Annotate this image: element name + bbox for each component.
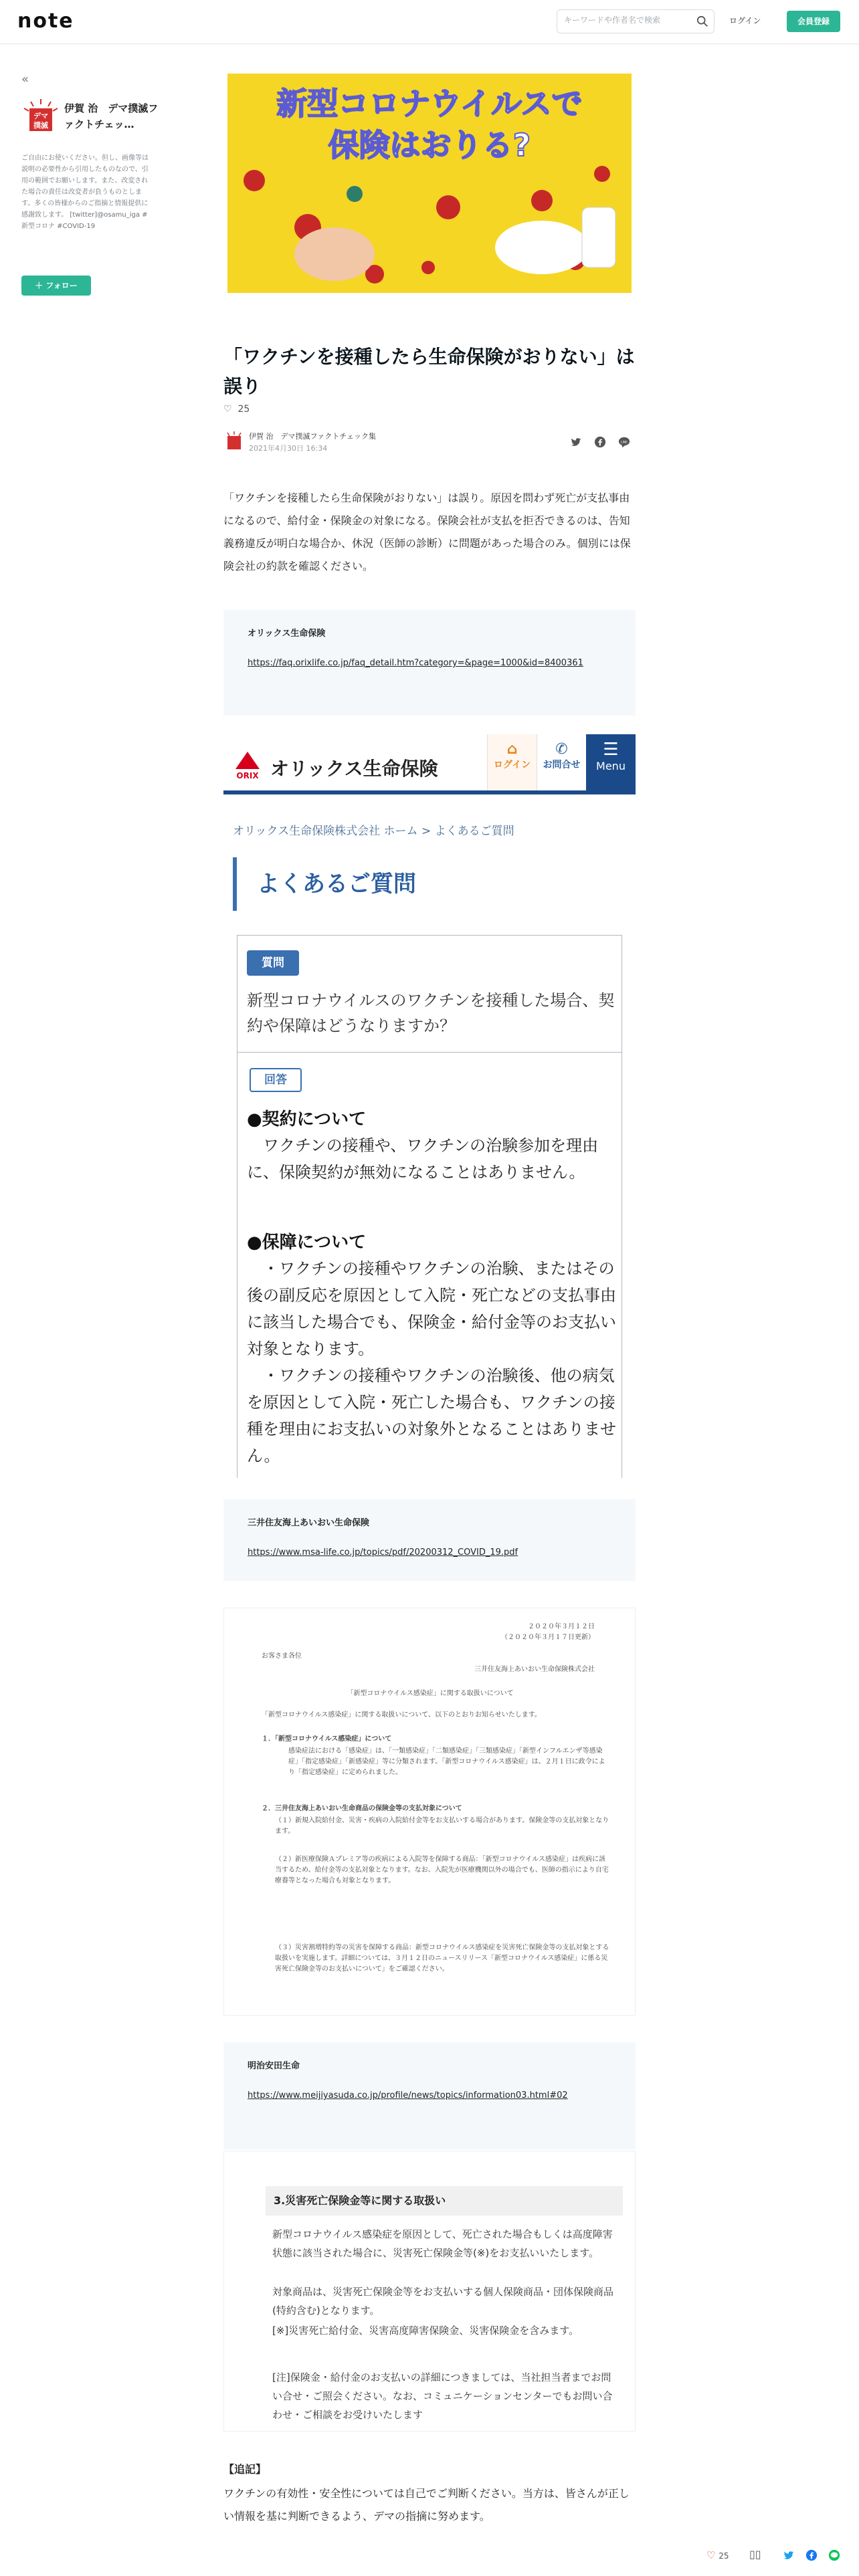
site-header	[0, 0, 859, 44]
collapse-sidebar-icon[interactable]: «	[21, 72, 29, 86]
author-avatar[interactable]	[223, 431, 245, 452]
hero-title-line1: 新型コロナウイルスで	[276, 86, 583, 122]
svg-text:デマ: デマ	[33, 112, 48, 120]
orix-breadcrumb[interactable]: オリックス生命保険株式会社 ホーム > よくあるご質問	[233, 825, 514, 838]
answer-text-coverage-2: ・ワクチンの接種やワクチンの治験後、他の病気を原因として入院・死亡した場合も、ワクチンの接種を理由にお支払いの対象外となることはありません。	[247, 1366, 616, 1465]
line-share-icon[interactable]	[828, 2549, 840, 2561]
meiji-note: [注]保険金・給付金のお支払いの詳細につきましては、当社担当者までお問い合せ・ご照会ください。なお、コミュニケーションセンターでもお問い合わせ・ご相談をお受けいたします	[272, 2371, 613, 2421]
doc-section2-title: ２．三井住友海上あいおい生命商品の保険金等の支払対象について	[262, 1805, 462, 1812]
embed-title: 三井住友海上あいおい生命保険	[248, 1518, 370, 1528]
svg-text:LINE: LINE	[620, 441, 628, 445]
doc-sender: 三井住友海上あいおい生命保険株式会社	[474, 1666, 595, 1673]
meiji-paragraph-1: 新型コロナウイルス感染症を原因として、死亡された場合もしくは高度障害状態に該当された場合に、災害死亡保険金等(※)をお支払いいたします。	[272, 2228, 613, 2259]
signup-button[interactable]: 会員登録	[787, 11, 840, 32]
answer-badge: 回答	[250, 1068, 302, 1092]
intro-paragraph: 「ワクチンを接種したら生命保険がおりない」は誤り。原因を問わず死亡が支払事由になるので、給付金・保険金の対象になる。保険会社が支払を拒否できるのは、告知義務違反が明白な場合か、休況（医師の診断）に問題があった場合のみ。個別には保険会社の約款を確認ください。	[223, 492, 631, 572]
heart-icon[interactable]: ♡	[223, 404, 232, 415]
footer-like-count: 25	[719, 2551, 729, 2561]
orix-faq-heading: よくあるご質問	[233, 857, 607, 911]
note-logo[interactable]: note	[17, 9, 74, 33]
article-title: 「ワクチンを接種したら生命保険がおりない」は誤り	[223, 346, 635, 397]
follow-icon: ＋	[35, 281, 46, 290]
facebook-icon[interactable]	[594, 436, 606, 448]
embed-link[interactable]: https://www.msa-life.co.jp/topics/pdf/20200312_COVID_19.pdf	[248, 1547, 518, 1558]
follow-label: フォロー	[45, 281, 78, 290]
meiji-notice-screenshot	[223, 2151, 636, 2432]
embed-card-msa[interactable]	[223, 1499, 636, 1581]
doc-subject: 「新型コロナウイルス感染症」に関する取扱いについて	[347, 1690, 514, 1697]
postscript-heading: 【追記】	[223, 2463, 267, 2476]
search-input[interactable]	[564, 15, 691, 25]
creator-avatar[interactable]	[21, 98, 60, 136]
orix-menu-button[interactable]	[586, 734, 636, 790]
meiji-paragraph-2: 対象商品は、災害死亡保険金等をお支払いする個人保険商品・団体保険商品(特約含む)となります。	[272, 2286, 614, 2317]
follow-button[interactable]	[21, 276, 91, 296]
phone-icon: ✆	[555, 741, 568, 758]
hamburger-icon: ☰	[603, 740, 619, 760]
answer-heading-contract: ●契約について	[247, 1109, 367, 1130]
facebook-share-icon[interactable]	[805, 2549, 818, 2561]
question-text: 新型コロナウイルスのワクチンを接種した場合、契約や保障はどうなりますか？	[247, 991, 615, 1035]
meiji-footnote: [※]災害死亡給付金、災害高度障害保険金、災害保険金を含みます。	[272, 2325, 579, 2337]
lock-icon: ⌂	[506, 741, 518, 758]
orix-contact-label: お問合せ	[543, 760, 581, 770]
orix-login-button[interactable]	[487, 734, 537, 790]
like-count-value: 25	[237, 404, 250, 415]
orix-brand-text: ORIX	[236, 771, 259, 780]
embed-title: 明治安田生命	[248, 2061, 300, 2071]
like-count[interactable]	[223, 404, 250, 415]
embed-link[interactable]: https://faq.orixlife.co.jp/faq_detail.htm?category=&page=1000&id=8400361	[248, 658, 583, 668]
hero-title-line2: 保険はおりる?	[328, 127, 531, 163]
orix-header	[223, 734, 636, 794]
doc-lead: 「新型コロナウイルス感染症」に関する取扱いについて、以下のとおりお知らせいたします。	[262, 1711, 541, 1719]
search-icon[interactable]	[696, 15, 708, 27]
publish-date: 2021年4月30日 16:34	[249, 444, 328, 453]
answer-text-contract: ワクチンの接種や、ワクチンの治験参加を理由に、保険契約が無効になることはありません。	[247, 1136, 599, 1182]
creator-name[interactable]: 伊賀 治 デマ撲滅ファクトチェッ…	[64, 102, 159, 130]
doc-section1-title: １．「新型コロナウイルス感染症」について	[262, 1735, 392, 1743]
meiji-section-heading: 3.災害死亡保険金等に関する取扱い	[266, 2186, 623, 2216]
doc-section2-item1: （１）新規入院給付金、災害・疾病の入院給付金等をお支払いする場合があります。保険金等の支払対象となります。	[275, 1817, 609, 1835]
answer-heading-coverage: ●保障について	[247, 1232, 367, 1253]
msa-notice-document	[223, 1608, 636, 2016]
orix-logo	[233, 749, 262, 782]
doc-addressee: お客さま各位	[262, 1652, 302, 1660]
twitter-icon[interactable]	[570, 436, 582, 448]
question-box	[237, 935, 622, 1053]
embed-card-meiji[interactable]	[223, 2042, 636, 2149]
orix-login-label: ログイン	[493, 760, 531, 770]
svg-text:撲滅: 撲滅	[33, 121, 48, 130]
login-link[interactable]: ログイン	[729, 16, 761, 25]
line-icon[interactable]	[618, 436, 630, 448]
orix-menu-label: Menu	[596, 760, 626, 772]
creator-description: ご自由にお使いください。但し、画像等は説明の必要性から引用したものなので、引用の範囲でお願いします。また、改変された場合の責任は改変者が負うものとします。多くの皆様からのご指摘と情報提供に感謝致します。 [twitter]@osamu_iga #新型コロナ #COVID-19	[21, 154, 149, 230]
doc-section2-item2: （２）新医療保険Ａプレミア等の疾病による入院等を保障する商品：「新型コロナウイルス感染症」は疾病に該当するため、給付金等の支払対象となります。なお、入院先が医療機関以外の場合でも、医師の指示により自宅療養等となった場合も対象となります。	[275, 1856, 609, 1885]
answer-text-coverage-1: ・ワクチンの接種やワクチンの治験、またはその後の副反応を原因として入院・死亡などの支払事由に該当した場合でも、保険金・給付金等のお支払い対象となります。	[247, 1259, 616, 1358]
embed-title: オリックス生命保険	[248, 629, 326, 639]
doc-section1-text: 感染症法における「感染症」は、「一類感染症」「二類感染症」「三類感染症」「新型インフルエンザ等感染症」「指定感染症」「新感染症」等に分類されます。「新型コロナウイルス感染症」は、２月１日に政令により「指定感染症」に定められました。	[288, 1747, 605, 1776]
search-box[interactable]	[557, 9, 714, 33]
orix-company-name: オリックス生命保険	[270, 758, 438, 780]
hero-image	[227, 74, 632, 293]
doc-date: ２０２０年３月１２日	[528, 1623, 595, 1630]
doc-section2-item3: （３）災害割増特約等の災害を保障する商品：新型コロナウイルス感染症を災害死亡保険金等の支払対象とする取扱いを実施します。詳細については、３月１２日のニュースリリース「新型コロナウイルス感染症」に係る災害死亡保険金等のお支払いについて」をご確認ください。	[275, 1944, 609, 1973]
embed-link[interactable]: https://www.meijiyasuda.co.jp/profile/news/topics/information03.html#02	[248, 2090, 568, 2101]
orix-contact-button[interactable]	[537, 734, 586, 790]
embed-card-orix[interactable]	[223, 610, 636, 716]
twitter-share-icon[interactable]	[783, 2549, 795, 2561]
orix-faq-screenshot	[223, 734, 636, 1478]
magazine-add-icon[interactable]: ▯▯	[749, 2548, 761, 2561]
heart-icon[interactable]: ♡	[706, 2549, 716, 2561]
doc-updated: （２０２０年３月１７日更新）	[501, 1634, 595, 1641]
postscript-text: ワクチンの有効性・安全性については自己でご判断ください。当方は、皆さんが正しい情報を基に判断できるよう、デマの指摘に努めます。	[223, 2487, 630, 2523]
footer-like-button[interactable]	[706, 2549, 729, 2561]
answer-box	[237, 1052, 622, 1478]
question-badge: 質問	[247, 950, 299, 976]
author-name[interactable]: 伊賀 治 デマ撲滅ファクトチェック集	[249, 432, 376, 441]
